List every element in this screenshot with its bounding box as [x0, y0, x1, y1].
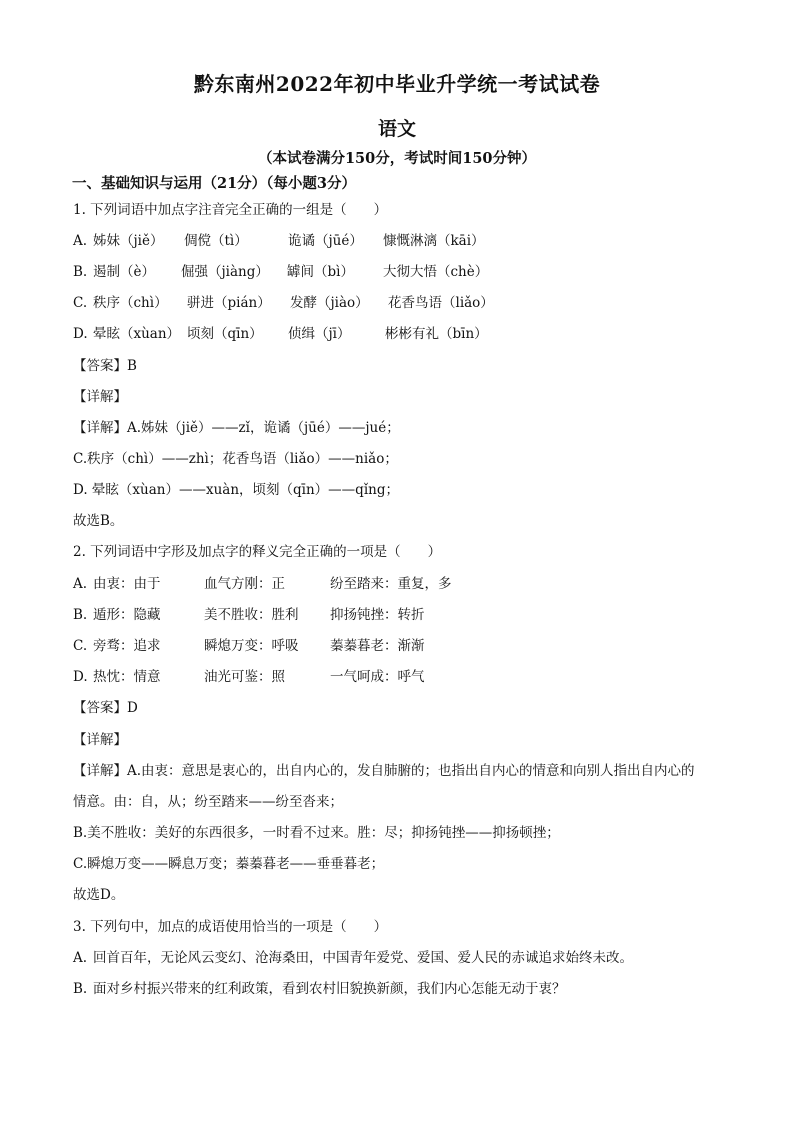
option-item: 秩序（chì）: [93, 295, 168, 311]
detail-prefix: 【详解】: [73, 420, 127, 436]
option-label: B.: [73, 981, 88, 997]
option-item: 血气方刚：正: [204, 576, 285, 592]
option-label: A.: [73, 950, 88, 966]
q2-detail-tag: 【详解】: [73, 732, 127, 748]
option-item: 美不胜收：胜利: [204, 607, 299, 623]
option-label: D.: [73, 326, 88, 342]
option-item: 一气呵成：呼气: [330, 669, 425, 685]
option-item: 遁形：隐藏: [93, 607, 161, 623]
option-item: 姊妹（jiě）: [93, 233, 164, 249]
q2-stem: 2. 下列词语中字形及加点字的释义完全正确的一项是（ ）: [73, 544, 442, 560]
option-item: 顷刻（qīn）: [187, 326, 263, 342]
option-item: 纷至踏来：重复，多: [330, 576, 452, 592]
answer-value: B: [127, 358, 137, 374]
q1-explain-line: 故选B。: [73, 513, 124, 529]
option-item: 蓁蓁暮老：渐渐: [330, 638, 425, 654]
option-item: 骈进（pián）: [187, 295, 271, 311]
option-item: 倔强（jiàng）: [181, 264, 269, 280]
answer-tag: 【答案】: [73, 700, 127, 716]
q3-stem: 3. 下列句中，加点的成语使用恰当的一项是（ ）: [73, 919, 388, 935]
option-item: 抑扬钝挫：转折: [330, 607, 425, 623]
q1-detail-tag: 【详解】: [73, 389, 127, 405]
option-item: 晕眩（xùan）: [93, 326, 181, 342]
q2-explain-line: C.瞬熄万变——瞬息万变；蓁蓁暮老——垂垂暮老；: [73, 856, 385, 872]
explain-text: A.由衷：意思是衷心的，出自内心的，发自肺腑的；也指出自内心的情意和向别人指出自内心的: [127, 763, 695, 779]
option-item: 发酵（jiào）: [290, 295, 369, 311]
answer-value: D: [127, 700, 138, 716]
option-label: B.: [73, 607, 88, 623]
q2-explain-line: [73, 762, 695, 780]
option-item: 瞬熄万变：呼吸: [204, 638, 299, 654]
detail-prefix: 【详解】: [73, 763, 127, 779]
q1-answer: [73, 357, 137, 375]
option-item: 倜傥（tì）: [184, 233, 248, 249]
option-item: 罅间（bì）: [287, 264, 354, 280]
q2-explain-line: 故选D。: [73, 887, 125, 903]
q2-explain-line: 情意。由：自，从；纷至踏来——纷至沓来；: [73, 794, 343, 810]
explain-text: A.姊妹（jiě）——zǐ，诡谲（jūé）——jué；: [127, 420, 400, 436]
option-item: 诡谲（jūé）: [288, 233, 363, 249]
q1-stem: 1. 下列词语中加点字注音完全正确的一组是（ ）: [73, 202, 388, 218]
option-item: 旁骛：追求: [93, 638, 161, 654]
option-text: 回首百年，无论风云变幻、沧海桑田，中国青年爱党、爱国、爱人民的赤诚追求始终未改。: [93, 950, 633, 966]
option-item: 彬彬有礼（bīn）: [385, 326, 488, 342]
q1-explain-line: D. 晕眩（xùan）——xuàn，顷刻（qīn）——qǐng；: [73, 482, 399, 498]
option-text: 面对乡村振兴带来的红利政策，看到农村旧貌换新颜，我们内心怎能无动于衷？: [93, 981, 566, 997]
option-item: 油光可鉴：照: [204, 669, 285, 685]
option-label: C.: [73, 295, 88, 311]
option-label: B.: [73, 264, 88, 280]
section-heading: 一、基础知识与运用（21分）（每小题3分）: [72, 175, 357, 192]
option-item: 慷慨淋漓（kāi）: [383, 233, 485, 249]
option-label: D.: [73, 669, 88, 685]
subject-title: 语文: [377, 118, 416, 140]
q1-explain-line: C.秩序（chì）——zhì；花香鸟语（liǎo）——niǎo；: [73, 451, 398, 467]
option-label: C.: [73, 638, 88, 654]
q1-explain-line: [73, 419, 400, 437]
option-item: 由衷：由于: [93, 576, 161, 592]
option-item: 遏制（è）: [93, 264, 155, 280]
option-label: A.: [73, 576, 88, 592]
option-item: 大彻大悟（chè）: [383, 264, 489, 280]
exam-note: （本试卷满分150分，考试时间150分钟）: [257, 150, 537, 167]
q2-answer: [73, 699, 138, 717]
option-item: 侦缉（jī）: [288, 326, 351, 342]
option-item: 花香鸟语（liǎo）: [388, 295, 494, 311]
q2-explain-line: B.美不胜收：美好的东西很多，一时看不过来。胜：尽；抑扬钝挫——抑扬顿挫；: [73, 825, 560, 841]
exam-title: 黔东南州2022年初中毕业升学统一考试试卷: [193, 72, 601, 96]
option-label: A.: [73, 233, 88, 249]
answer-tag: 【答案】: [73, 358, 127, 374]
option-item: 热忱：情意: [93, 669, 161, 685]
